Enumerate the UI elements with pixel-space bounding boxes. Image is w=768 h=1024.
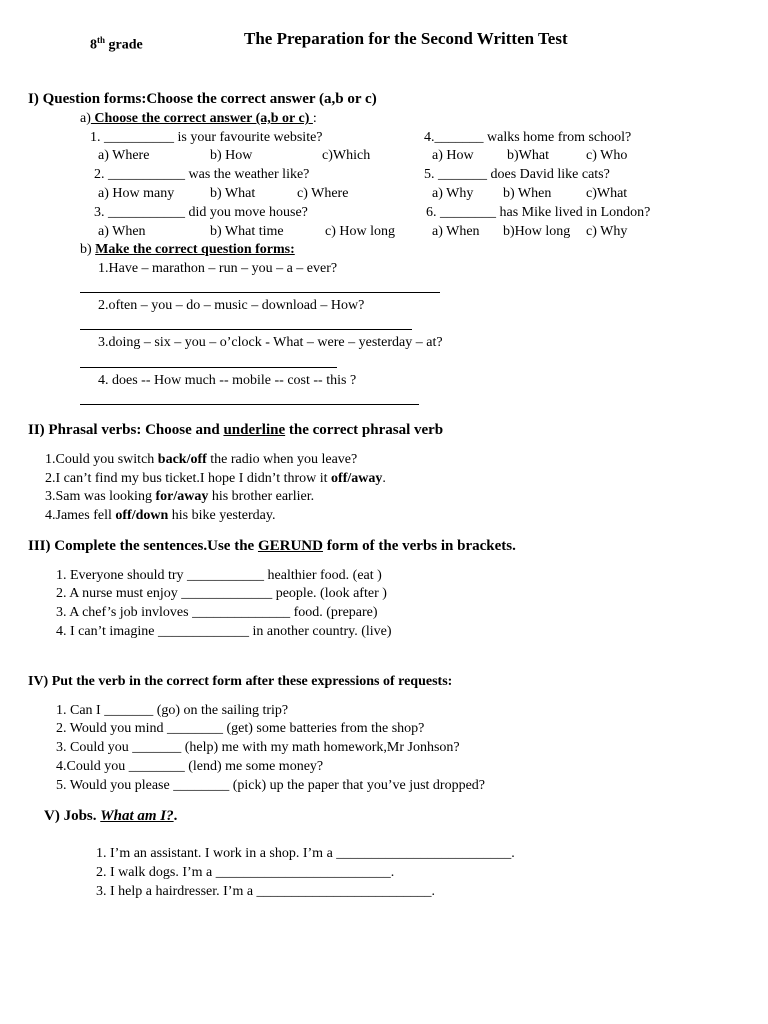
- reorder-2: 2.often – you – do – music – download – How?: [98, 298, 365, 313]
- request-item-4: 4.Could you ________ (lend) me some money?: [56, 759, 324, 774]
- phrasal-item-1: 1.Could you switch back/off the radio when you leave?: [45, 452, 358, 467]
- reorder-4: 4. does -- How much -- mobile -- cost -- this ?: [98, 373, 357, 388]
- grade-label: 8th grade: [90, 35, 143, 53]
- request-item-1: 1. Can I _______ (go) on the sailing trip?: [56, 703, 289, 718]
- q3-option-c: c) How long: [325, 224, 395, 239]
- answer-line-1: [80, 292, 440, 293]
- question-1: 1. __________ is your favourite website?: [90, 130, 323, 145]
- q4-option-c: c) Who: [586, 148, 628, 163]
- phrasal-item-2: 2.I can’t find my bus ticket.I hope I didn’t throw it off/away.: [45, 471, 386, 486]
- q3-option-a: a) When: [98, 224, 146, 239]
- job-item-2: 2. I walk dogs. I’m a _________________________.: [96, 865, 395, 880]
- request-item-3: 3. Could you _______ (help) me with my math homework,Mr Jonhson?: [56, 740, 460, 755]
- q6-option-b: b)How long: [503, 224, 571, 239]
- request-item-5: 5. Would you please ________ (pick) up the paper that you’ve just dropped?: [56, 778, 486, 793]
- q4-option-a: a) How: [432, 148, 474, 163]
- q5-option-b: b) When: [503, 186, 552, 201]
- gerund-item-3: 3. A chef’s job invloves ______________ food. (prepare): [56, 605, 378, 620]
- question-4: 4._______ walks home from school?: [424, 130, 632, 145]
- section-5-heading: V) Jobs. What am I?.: [44, 808, 178, 824]
- job-item-1: 1. I’m an assistant. I work in a shop. I’m a _________________________.: [96, 846, 515, 861]
- q4-option-b: b)What: [507, 148, 549, 163]
- request-item-2: 2. Would you mind ________ (get) some batteries from the shop?: [56, 721, 425, 736]
- q6-option-c: c) Why: [586, 224, 628, 239]
- subsection-a-title: a) Choose the correct answer (a,b or c) :: [80, 111, 317, 126]
- section-1-heading: I) Question forms:Choose the correct answer (a,b or c): [28, 91, 377, 107]
- phrasal-item-3: 3.Sam was looking for/away his brother earlier.: [45, 489, 315, 504]
- q2-option-c: c) Where: [297, 186, 349, 201]
- q5-option-a: a) Why: [432, 186, 474, 201]
- section-2-heading: II) Phrasal verbs: Choose and underline the correct phrasal verb: [28, 422, 444, 438]
- section-4-heading: IV) Put the verb in the correct form after these expressions of requests:: [28, 674, 453, 689]
- q2-option-a: a) How many: [98, 186, 175, 201]
- page-title: The Preparation for the Second Written Test: [244, 29, 568, 48]
- question-6: 6. ________ has Mike lived in London?: [426, 205, 651, 220]
- q3-option-b: b) What time: [210, 224, 284, 239]
- q6-option-a: a) When: [432, 224, 480, 239]
- gerund-item-4: 4. I can’t imagine _____________ in another country. (live): [56, 624, 392, 639]
- q2-option-b: b) What: [210, 186, 256, 201]
- gerund-item-2: 2. A nurse must enjoy _____________ people. (look after ): [56, 586, 387, 601]
- question-3: 3. ___________ did you move house?: [94, 205, 308, 220]
- question-5: 5. _______ does David like cats?: [424, 167, 610, 182]
- gerund-item-1: 1. Everyone should try ___________ healthier food. (eat ): [56, 568, 382, 583]
- q1-option-a: a) Where: [98, 148, 150, 163]
- q1-option-c: c)Which: [322, 148, 371, 163]
- answer-line-3: [80, 367, 337, 368]
- answer-line-4: [80, 404, 419, 405]
- answer-line-2: [80, 329, 412, 330]
- reorder-3: 3.doing – six – you – o’clock - What – were – yesterday – at?: [98, 335, 443, 350]
- question-2: 2. ___________ was the weather like?: [94, 167, 310, 182]
- subsection-b-title: b) Make the correct question forms:: [80, 242, 295, 257]
- q5-option-c: c)What: [586, 186, 628, 201]
- reorder-1: 1.Have – marathon – run – you – a – ever?: [98, 261, 338, 276]
- phrasal-item-4: 4.James fell off/down his bike yesterday.: [45, 508, 276, 523]
- job-item-3: 3. I help a hairdresser. I’m a _________________________.: [96, 884, 436, 899]
- section-3-heading: III) Complete the sentences.Use the GERUND form of the verbs in brackets.: [28, 538, 516, 554]
- q1-option-b: b) How: [210, 148, 253, 163]
